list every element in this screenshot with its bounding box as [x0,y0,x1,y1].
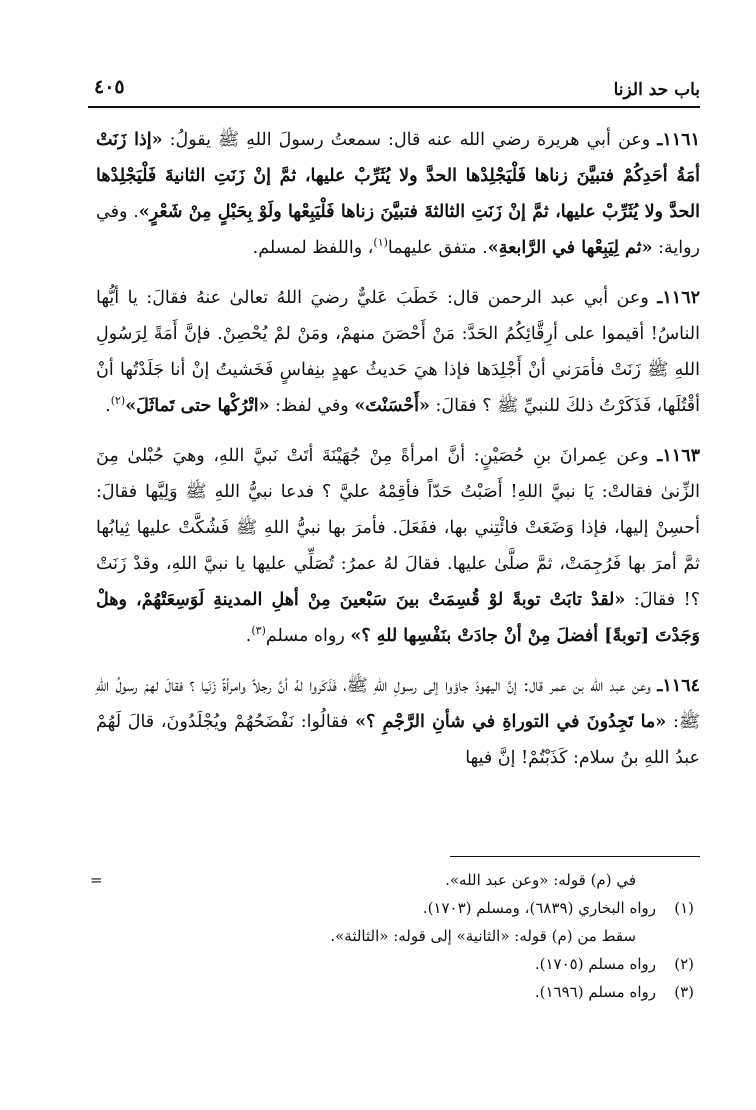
narration-text: رواه مسلم [265,626,351,646]
hadith-quote: «ثم لِيَبِعْها في الرَّابعةِ» [487,238,653,258]
hadith-number: ١١٦٢ـ [657,288,700,308]
footnote-marker: (٣) [674,983,694,1001]
page-number: ٤٠٥ [94,76,125,98]
hadith-number: ١١٦٤ـ [657,676,700,696]
running-title: باب حد الزنا [613,80,700,100]
footnote-marker: (٢) [674,955,694,973]
narration-text: ، واللفظ لمسلم. [252,238,374,258]
footnote [96,950,700,978]
narration-text: وعن أبي هريرة رضي الله عنه قال: سمعتُ رسولَ اللهِ ﷺ يقولُ: [162,130,658,150]
footnote-separator [450,856,700,857]
narration-text: وعن عبد الله بن عمر قال: إنَّ اليهودَ جاؤوا إلى رسولِ اللهِ ﷺ، فَذَكَروا لهُ أنَّ رجلاً وامرأةً زَنَيا ؟ فقالَ لهمْ رسولُ اللهِ ﷺ: [96,676,700,732]
hadith-quote: «ما تَجِدُونَ في التوراةِ في شأنِ الرَّجْمِ ؟» [355,712,667,732]
footnote-text: رواه مسلم (١٦٩٦). [534,983,656,1001]
footnote-reference: (٢) [110,394,126,408]
page-header [88,62,700,108]
narration-text: فقالُوا: نَفْضَحُهُمْ ويُجْلَدُونَ، قالَ لَهُمْ عبدُ اللهِ بنُ سلام: كَذَبْتُمْ! إنَّ فيها [96,712,700,768]
hadith-quote: «اتْرُكْها حتى تَماثَلَ» [125,396,270,416]
footnote-marker: (١) [674,899,694,917]
footnote-text: سقط من (م) قوله: «الثانية» إلى قوله: «الثالثة». [330,927,636,945]
hadith-paragraph [96,438,700,654]
hadith-quote: «إذا زَنَتْ أمَةُ أحَدِكُمْ فتبيَّنَ زناها فَلْيَجْلِدْها الحدَّ ولا يُثَرِّبْ عليها، ثمَّ إنْ زَنَتِ الثانيةَ فَلْيَجْلِدْها الحدَّ ولا يُثَرِّبْ عليها، ثمَّ إنْ زَنَتِ الثالثةَ فتبيَّنَ زناها فَلْيَبِعْها ولَوْ بِحَبْلٍ مِنْ شَعْرٍ» [96,130,700,222]
footnote [90,866,700,894]
hadith-paragraph [96,668,700,776]
footnote [96,922,700,950]
footnote-reference: (١) [373,236,388,250]
hadith-quote: «أَحْسَنْتَ» [354,396,430,416]
hadith-paragraph [96,280,700,424]
narration-text: . متفق عليهما [387,238,488,258]
footnote-text: رواه البخاري (٦٨٣٩)، ومسلم (١٧٠٣). [422,899,656,917]
hadith-number: ١١٦٣ـ [657,446,700,466]
main-text [96,122,700,790]
footnotes [90,866,700,1006]
footnote-text: رواه مسلم (١٧٠٥). [534,955,656,973]
footnote [96,894,700,922]
hadith-quote: «لقدْ تابَتْ توبةً لوْ قُسِمَتْ بينَ سَبْعينَ مِنْ أهلِ المدينةِ لَوَسِعَتْهُمْ، وهلْ وَجَدْتَ [توبةً] أفضلَ مِنْ أنْ جادَتْ بنَفْسِها للهِ ؟» [96,590,700,646]
narration-text: . [245,626,252,646]
narration-text: وعن عِمرانَ بنِ حُصَيْنٍ: أنَّ امرأةً مِنْ جُهَيْنَةَ أتَتْ نَبيَّ اللهِ، وهيَ حُبْلىٰ مِنَ الزِّنىٰ فقالتْ: يَا نبيَّ اللهِ! أَصَبْتُ حَدّاً فأقِمْهُ عليَّ ؟ فدعا نبيُّ اللهِ ﷺ وَلِيَّها فقالَ: أحسِنْ إليها، فإذا وَضَعَتْ فائْتِني بها، ففَعَلَ. فأمرَ بها نبيُّ اللهِ ﷺ فَشُكَّتْ عليها ثِيابُها ثمَّ أمرَ بها فَرُجِمَتْ، ثمَّ صلَّىٰ عليها. فقالَ لهُ عمرُ: تُصَلِّي عليها يا نبيَّ اللهِ، وقدْ زَنَتْ ؟! فقالَ: [96,446,700,610]
narration-text: . [105,396,111,416]
narration-text: . وفي رواية: [96,202,700,258]
narration-text: وفي لفظ: [269,396,355,416]
footnote-reference: (٣) [251,624,266,638]
footnote [96,978,700,1006]
narration-text: وعن أبي عبد الرحمن قال: خَطَبَ عَليٌّ رضيَ اللهُ تعالىٰ عنهُ فقالَ: يا أيُّها الناسُ! أقيموا على أرِقَّائِكُمُ الحَدَّ: مَنْ أَحْصَنَ منهمْ، ومَنْ لمْ يُحْصِنْ. فإنَّ أَمَةً لِرَسُولِ اللهِ ﷺ زَنَتْ فأمَرَني أنْ أَجْلِدَها فإذا هيَ حَديثُ عهدٍ بنِفاسٍ فَخَشيتُ إنْ أنا جَلَدْتُها أنْ أقْتُلَها، فَذَكَرْتُ ذلكَ للنبيِّ ﷺ ؟ فقالَ: [96,288,700,416]
footnote-text: في (م) قوله: «وعن عبد الله». [445,871,636,889]
hadith-paragraph [96,122,700,266]
hadith-number: ١١٦١ـ [657,130,700,150]
continuation-mark: = [90,871,103,889]
